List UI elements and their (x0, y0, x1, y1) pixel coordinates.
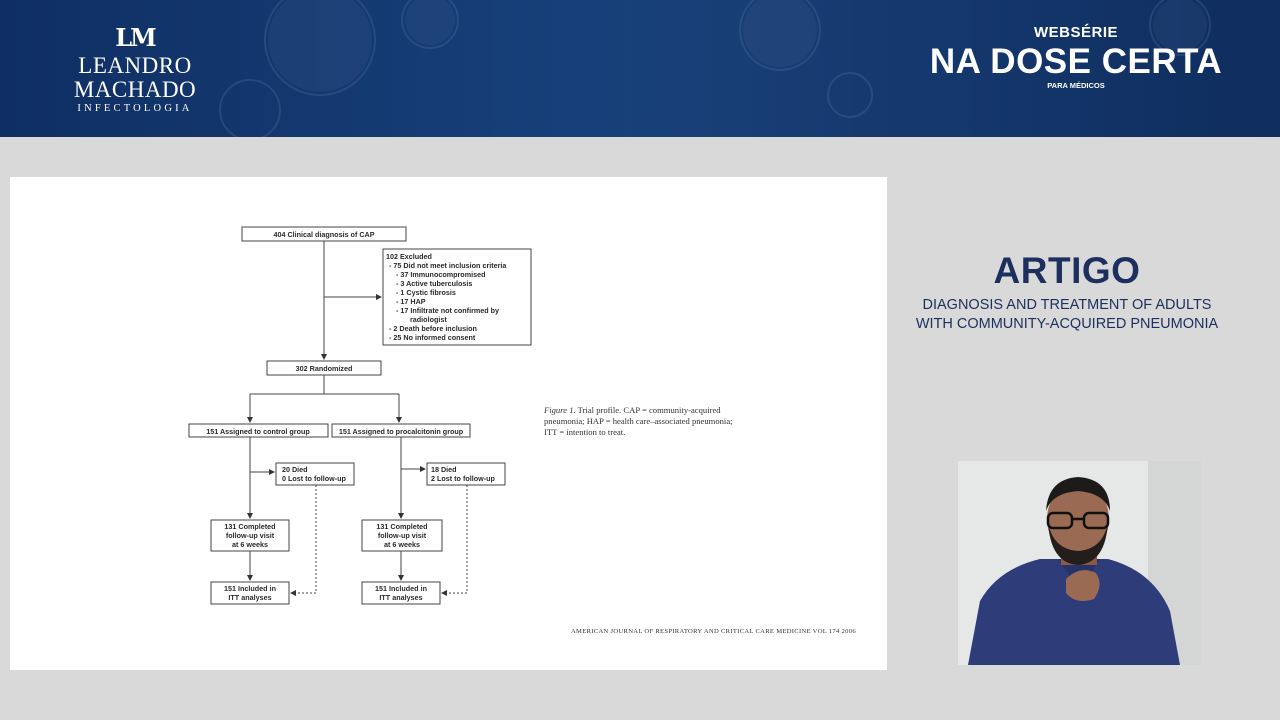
excluded-line: - 2 Death before inclusion (389, 324, 477, 333)
trial-flowchart (10, 177, 887, 670)
excluded-line: - 25 No informed consent (389, 333, 476, 342)
article-figure-slide (10, 177, 887, 670)
excluded-line: 102 Excluded (386, 252, 432, 261)
pct-died-line: 2 Lost to follow-up (431, 474, 495, 483)
journal-footer: AMERICAN JOURNAL OF RESPIRATORY AND CRITICAL CARE MEDICINE VOL 174 2006 (571, 628, 856, 635)
article-title-line: DIAGNOSIS AND TREATMENT OF ADULTS (922, 297, 1212, 313)
control-died-line: 20 Died (282, 465, 308, 474)
figure-caption-text: Trial profile. CAP = community-acquired pneumonia; HAP = health care–associated pneumonia; ITT = intention to treat. (544, 405, 733, 437)
series-subtitle: PARA MÉDICOS (1047, 81, 1105, 90)
pct-itt-line: 151 Included in (375, 584, 427, 593)
excluded-line: radiologist (410, 315, 447, 324)
label-procalcitonin-group: 151 Assigned to procalcitonin group (338, 427, 464, 436)
control-completed-line: 131 Completed (224, 522, 276, 531)
excluded-line: - 3 Active tuberculosis (396, 279, 473, 288)
label-clinical-diagnosis: 404 Clinical diagnosis of CAP (273, 230, 375, 239)
control-died-line: 0 Lost to follow-up (282, 474, 346, 483)
article-info (890, 250, 1244, 334)
series-label: WEBSÉRIE (1033, 24, 1118, 41)
pct-died-line: 18 Died (431, 465, 457, 474)
figure-caption-label: Figure 1. (544, 405, 576, 415)
presenter-video (958, 461, 1201, 665)
article-title-line: WITH COMMUNITY-ACQUIRED PNEUMONIA (915, 316, 1219, 332)
header-banner (0, 0, 1280, 137)
brand-logo (40, 24, 230, 116)
series-title: NA DOSE CERTA (929, 42, 1223, 81)
pct-completed-line: follow-up visit (377, 531, 427, 540)
excluded-line: - 17 HAP (396, 297, 426, 306)
article-title (890, 296, 1244, 334)
excluded-line: - 17 Infiltrate not confirmed by (396, 306, 500, 315)
excluded-line: - 75 Did not meet inclusion criteria (389, 261, 507, 270)
pct-itt-line: ITT analyses (379, 593, 423, 602)
label-randomized: 302 Randomized (295, 364, 353, 373)
excluded-line: - 37 Immunocompromised (396, 270, 486, 279)
series-title-block (920, 24, 1232, 91)
excluded-line: - 1 Cystic fibrosis (396, 288, 456, 297)
control-itt-line: ITT analyses (228, 593, 272, 602)
pct-completed-line: at 6 weeks (384, 540, 420, 549)
label-control-group: 151 Assigned to control group (206, 427, 310, 436)
control-itt-line: 151 Included in (224, 584, 276, 593)
figure-caption (544, 405, 744, 438)
control-completed-line: at 6 weeks (232, 540, 268, 549)
logo-name: LEANDRO MACHADO (73, 53, 197, 102)
pct-completed-line: 131 Completed (376, 522, 428, 531)
article-label: ARTIGO (993, 250, 1141, 291)
presenter-figure (958, 461, 1201, 665)
logo-monogram: LM (115, 23, 155, 52)
logo-subtitle: INFECTOLOGIA (77, 103, 193, 114)
control-completed-line: follow-up visit (225, 531, 275, 540)
